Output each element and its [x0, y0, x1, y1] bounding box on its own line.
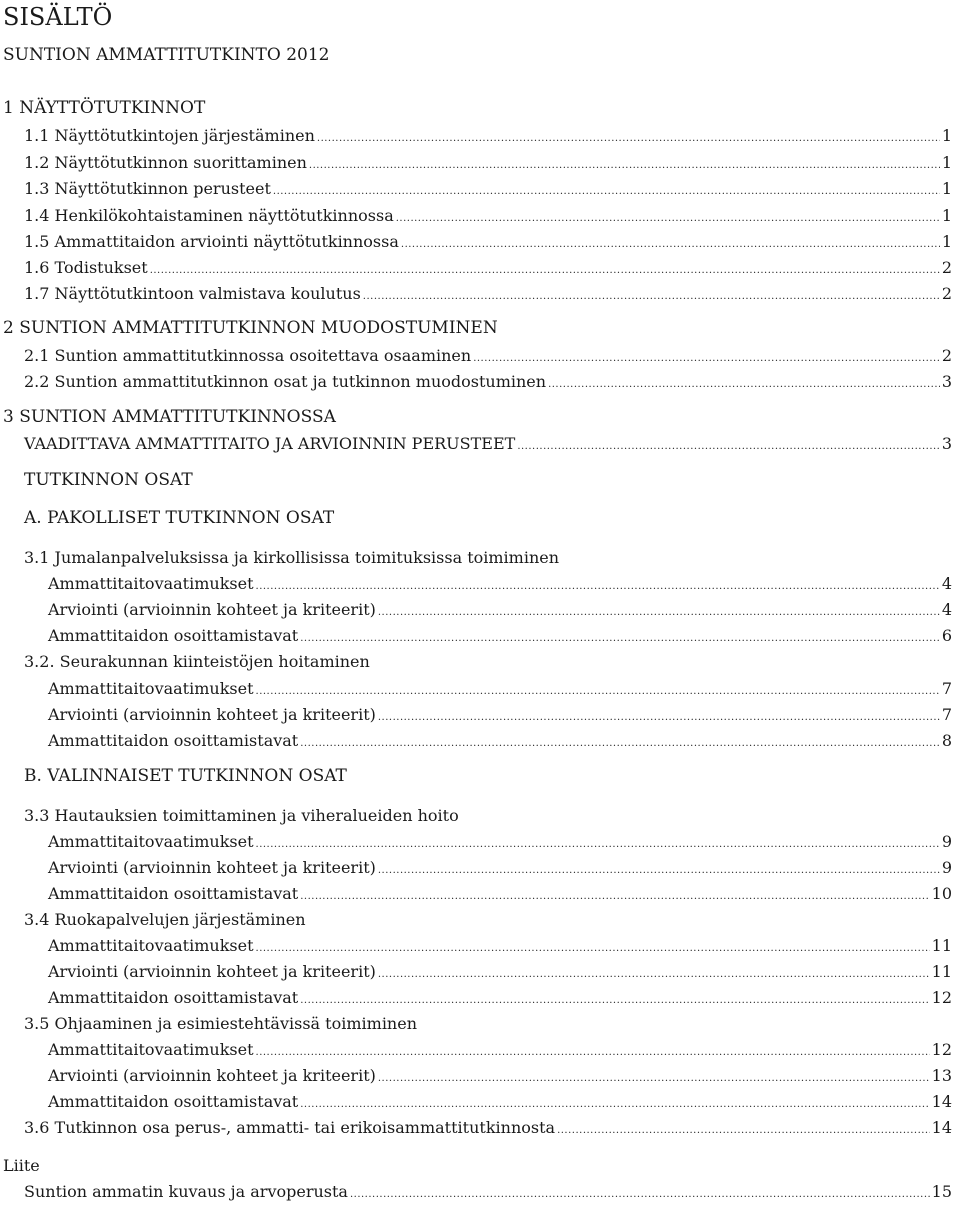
leader-dots: [378, 1069, 930, 1089]
page-number: 14: [931, 1118, 952, 1137]
leader-dots: [401, 235, 940, 255]
toc-entry-3-5-c[interactable]: Ammattitaidon osoittamistavat ..... 14: [48, 1092, 952, 1115]
leader-dots: [548, 375, 940, 395]
toc-entry-3-1-a[interactable]: Ammattitaitovaatimukset ..... 4: [48, 574, 952, 597]
leader-dots: [517, 437, 940, 457]
section-2-heading: 2 SUNTION AMMATTITUTKINNON MUODOSTUMINEN: [3, 318, 498, 338]
leader-dots: [300, 734, 940, 754]
leader-dots: [378, 965, 930, 985]
leader-dots: [396, 209, 940, 229]
toc-entry-3-2-a[interactable]: Ammattitaitovaatimukset ..... 7: [48, 679, 952, 702]
leader-dots: [473, 349, 940, 369]
leader-dots: [317, 129, 940, 149]
page-number: 1: [941, 153, 952, 172]
toc-entry-3-4-c[interactable]: Ammattitaidon osoittamistavat ..... 12: [48, 988, 952, 1011]
toc-entry-2-1[interactable]: 2.1 Suntion ammattitutkinnossa osoitettava osaaminen ..... 2: [24, 346, 952, 369]
toc-entry-3-5-b[interactable]: Arviointi (arvioinnin kohteet ja kriteerit) ..... 13: [48, 1066, 952, 1089]
page-number: 9: [941, 858, 952, 877]
leader-dots: [150, 261, 940, 281]
toc-entry-3-4-a[interactable]: Ammattitaitovaatimukset ..... 11: [48, 936, 952, 959]
toc-entry-3-1-b[interactable]: Arviointi (arvioinnin kohteet ja kriteerit) ..... 4: [48, 600, 952, 623]
toc-entry-1-5[interactable]: 1.5 Ammattitaidon arviointi näyttötutkinnossa ..... 1: [24, 232, 952, 255]
leader-dots: [256, 939, 930, 959]
page-number: 4: [941, 600, 952, 619]
page-number: 7: [941, 705, 952, 724]
page-number: 12: [931, 988, 952, 1007]
part-3-5-title: 3.5 Ohjaaminen ja esimiestehtävissä toimiminen: [24, 1014, 418, 1033]
toc-entry-3-1-c[interactable]: Ammattitaidon osoittamistavat ..... 6: [48, 626, 952, 649]
leader-dots: [378, 861, 940, 881]
toc-entry-3-2-b[interactable]: Arviointi (arvioinnin kohteet ja kriteerit) ..... 7: [48, 705, 952, 728]
group-a-heading: A. PAKOLLISET TUTKINNON OSAT: [24, 508, 335, 528]
page-number: 11: [931, 962, 952, 981]
tutkinnon-osat-heading: TUTKINNON OSAT: [24, 470, 193, 490]
leader-dots: [300, 629, 940, 649]
page-number: 8: [941, 731, 952, 750]
leader-dots: [350, 1185, 930, 1205]
part-3-2-title: 3.2. Seurakunnan kiinteistöjen hoitaminen: [24, 652, 370, 671]
leader-dots: [309, 156, 940, 176]
page-number: 2: [941, 284, 952, 303]
toc-entry-1-3[interactable]: 1.3 Näyttötutkinnon perusteet ..... 1: [24, 179, 952, 202]
section-1-heading: 1 NÄYTTÖTUTKINNOT: [3, 98, 206, 118]
page-number: 1: [941, 206, 952, 225]
toc-entry-3-3-b[interactable]: Arviointi (arvioinnin kohteet ja kriteerit) ..... 9: [48, 858, 952, 881]
page-number: 15: [931, 1182, 952, 1201]
toc-entry-appendix[interactable]: Suntion ammatin kuvaus ja arvoperusta ..... 15: [24, 1182, 952, 1205]
leader-dots: [300, 887, 929, 907]
toc-entry-3-3-c[interactable]: Ammattitaidon osoittamistavat ..... 10: [48, 884, 952, 907]
appendix-heading: Liite: [3, 1156, 40, 1175]
page-number: 3: [941, 372, 952, 391]
leader-dots: [378, 603, 940, 623]
page-title: SISÄLTÖ: [3, 3, 113, 31]
leader-dots: [256, 682, 940, 702]
leader-dots: [256, 835, 940, 855]
group-b-heading: B. VALINNAISET TUTKINNON OSAT: [24, 766, 347, 786]
leader-dots: [256, 577, 940, 597]
toc-entry-3-4-b[interactable]: Arviointi (arvioinnin kohteet ja kriteerit) ..... 11: [48, 962, 952, 985]
toc-entry-2-2[interactable]: 2.2 Suntion ammattitutkinnon osat ja tutkinnon muodostuminen ..... 3: [24, 372, 952, 395]
toc-entry-3-5-a[interactable]: Ammattitaitovaatimukset ..... 12: [48, 1040, 952, 1063]
page-number: 2: [941, 258, 952, 277]
toc-entry-3[interactable]: VAADITTAVA AMMATTITAITO JA ARVIOINNIN PERUSTEET ..... 3: [24, 434, 952, 457]
part-3-3-title: 3.3 Hautauksien toimittaminen ja viheralueiden hoito: [24, 806, 459, 825]
page-number: 1: [941, 232, 952, 251]
toc-entry-1-4[interactable]: 1.4 Henkilökohtaistaminen näyttötutkinnossa ..... 1: [24, 206, 952, 229]
toc-entry-3-2-c[interactable]: Ammattitaidon osoittamistavat ..... 8: [48, 731, 952, 754]
page-number: 9: [941, 832, 952, 851]
leader-dots: [557, 1121, 930, 1141]
page-number: 14: [931, 1092, 952, 1111]
toc-entry-1-1[interactable]: 1.1 Näyttötutkintojen järjestäminen ..... 1: [24, 126, 952, 149]
page-number: 1: [941, 179, 952, 198]
part-3-4-title: 3.4 Ruokapalvelujen järjestäminen: [24, 910, 306, 929]
section-3-heading: 3 SUNTION AMMATTITUTKINNOSSA: [3, 407, 336, 427]
page-number: 11: [931, 936, 952, 955]
page-number: 10: [931, 884, 952, 903]
page-number: 1: [941, 126, 952, 145]
leader-dots: [363, 287, 940, 307]
page-number: 3: [941, 434, 952, 453]
page-number: 13: [931, 1066, 952, 1085]
toc-entry-3-6[interactable]: 3.6 Tutkinnon osa perus-, ammatti- tai erikoisammattitutkinnosta ..... 14: [24, 1118, 952, 1141]
toc-entry-1-7[interactable]: 1.7 Näyttötutkintoon valmistava koulutus ..... 2: [24, 284, 952, 307]
page-number: 2: [941, 346, 952, 365]
document-subtitle: SUNTION AMMATTITUTKINTO 2012: [3, 45, 330, 65]
page-number: 6: [941, 626, 952, 645]
page-number: 12: [931, 1040, 952, 1059]
leader-dots: [256, 1043, 930, 1063]
toc-entry-3-3-a[interactable]: Ammattitaitovaatimukset ..... 9: [48, 832, 952, 855]
leader-dots: [300, 1095, 929, 1115]
leader-dots: [378, 708, 940, 728]
leader-dots: [300, 991, 929, 1011]
page-number: 4: [941, 574, 952, 593]
part-3-1-title: 3.1 Jumalanpalveluksissa ja kirkollisissa toimituksissa toimiminen: [24, 548, 560, 567]
toc-entry-1-6[interactable]: 1.6 Todistukset ..... 2: [24, 258, 952, 281]
toc-entry-1-2[interactable]: 1.2 Näyttötutkinnon suorittaminen ..... 1: [24, 153, 952, 176]
page-number: 7: [941, 679, 952, 698]
leader-dots: [273, 182, 940, 202]
